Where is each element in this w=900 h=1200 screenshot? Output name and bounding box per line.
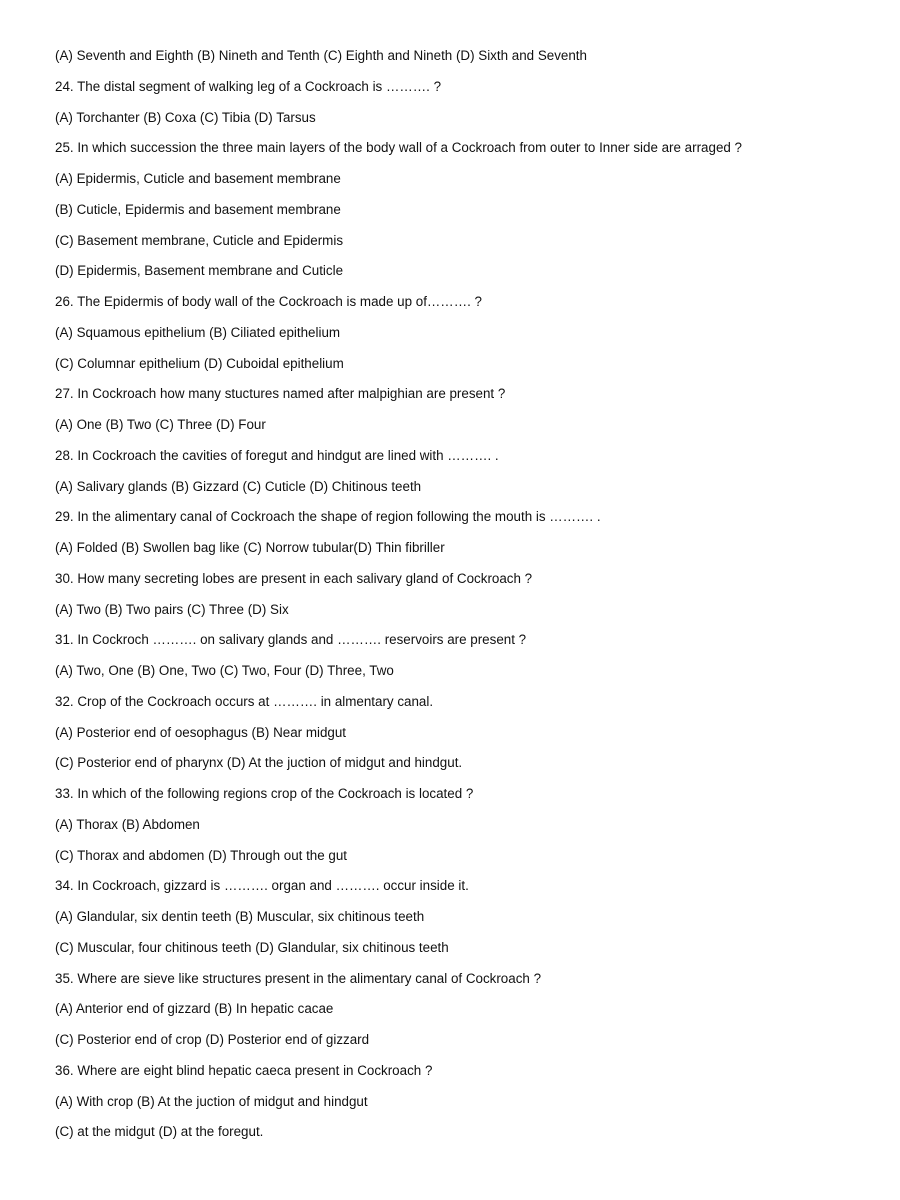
text-line: (A) Anterior end of gizzard (B) In hepatic cacae bbox=[55, 1001, 334, 1017]
text-line: (A) Two (B) Two pairs (C) Three (D) Six bbox=[55, 601, 289, 617]
text-line: (C) Posterior end of pharynx (D) At the juction of midgut and hindgut. bbox=[55, 755, 463, 771]
text-line: 34. In Cockroach, gizzard is ………. organ and ………. occur inside it. bbox=[55, 878, 469, 894]
text-line: 29. In the alimentary canal of Cockroach the shape of region following the mouth is ………. . bbox=[55, 509, 601, 525]
text-line: (A) Glandular, six dentin teeth (B) Muscular, six chitinous teeth bbox=[55, 909, 425, 924]
text-line: 27. In Cockroach how many stuctures named after malpighian are present ? bbox=[55, 386, 506, 402]
text-line: (C) Thorax and abdomen (D) Through out the gut bbox=[55, 847, 348, 863]
text-line: (A) Thorax (B) Abdomen bbox=[55, 816, 200, 832]
text-line: (A) Two, One (B) One, Two (C) Two, Four (D) Three, Two bbox=[55, 663, 394, 678]
text-line: 28. In Cockroach the cavities of foregut and hindgut are lined with ………. . bbox=[55, 447, 499, 463]
text-line: (C) Muscular, four chitinous teeth (D) Glandular, six chitinous teeth bbox=[55, 939, 449, 955]
text-line: (A) Folded (B) Swollen bag like (C) Norrow tubular(D) Thin fibriller bbox=[55, 540, 445, 555]
text-line: (D) Epidermis, Basement membrane and Cuticle bbox=[55, 263, 344, 279]
text-line: 32. Crop of the Cockroach occurs at ………. in almentary canal. bbox=[55, 693, 434, 709]
text-line: 36. Where are eight blind hepatic caeca present in Cockroach ? bbox=[55, 1062, 433, 1078]
text-line: 26. The Epidermis of body wall of the Cockroach is made up of………. ? bbox=[55, 294, 482, 309]
text-line: (C) Posterior end of crop (D) Posterior end of gizzard bbox=[55, 1032, 370, 1047]
text-line: 24. The distal segment of walking leg of a Cockroach is ………. ? bbox=[55, 78, 442, 94]
text-line: (B) Cuticle, Epidermis and basement membrane bbox=[55, 201, 341, 217]
text-line: (C) at the midgut (D) at the foregut. bbox=[55, 1124, 264, 1140]
text-line: (A) Torchanter (B) Coxa (C) Tibia (D) Tarsus bbox=[55, 109, 316, 125]
text-line: 31. In Cockroch ………. on salivary glands and ………. reservoirs are present ? bbox=[55, 632, 527, 648]
text-line: (A) One (B) Two (C) Three (D) Four bbox=[55, 417, 266, 432]
text-line: (A) Squamous epithelium (B) Ciliated epithelium bbox=[55, 324, 341, 340]
text-line: (C) Columnar epithelium (D) Cuboidal epithelium bbox=[55, 355, 344, 371]
text-line: (C) Basement membrane, Cuticle and Epidermis bbox=[55, 232, 344, 248]
text-line: (A) Salivary glands (B) Gizzard (C) Cuticle (D) Chitinous teeth bbox=[55, 478, 422, 494]
text-line: (A) Epidermis, Cuticle and basement membrane bbox=[55, 171, 341, 186]
text-line: (A) Posterior end of oesophagus (B) Near midgut bbox=[55, 724, 347, 740]
text-line: 30. How many secreting lobes are present in each salivary gland of Cockroach ? bbox=[55, 570, 533, 586]
text-line: 35. Where are sieve like structures present in the alimentary canal of Cockroach ? bbox=[55, 970, 542, 986]
text-line: 33. In which of the following regions crop of the Cockroach is located ? bbox=[55, 786, 474, 801]
question-list bbox=[55, 46, 875, 1153]
text-line: 25. In which succession the three main layers of the body wall of a Cockroach from outer to Inner side are arraged ? bbox=[55, 140, 743, 156]
text-line: (A) Seventh and Eighth (B) Nineth and Tenth (C) Eighth and Nineth (D) Sixth and Seventh bbox=[55, 48, 587, 63]
text-line: (A) With crop (B) At the juction of midgut and hindgut bbox=[55, 1093, 368, 1109]
